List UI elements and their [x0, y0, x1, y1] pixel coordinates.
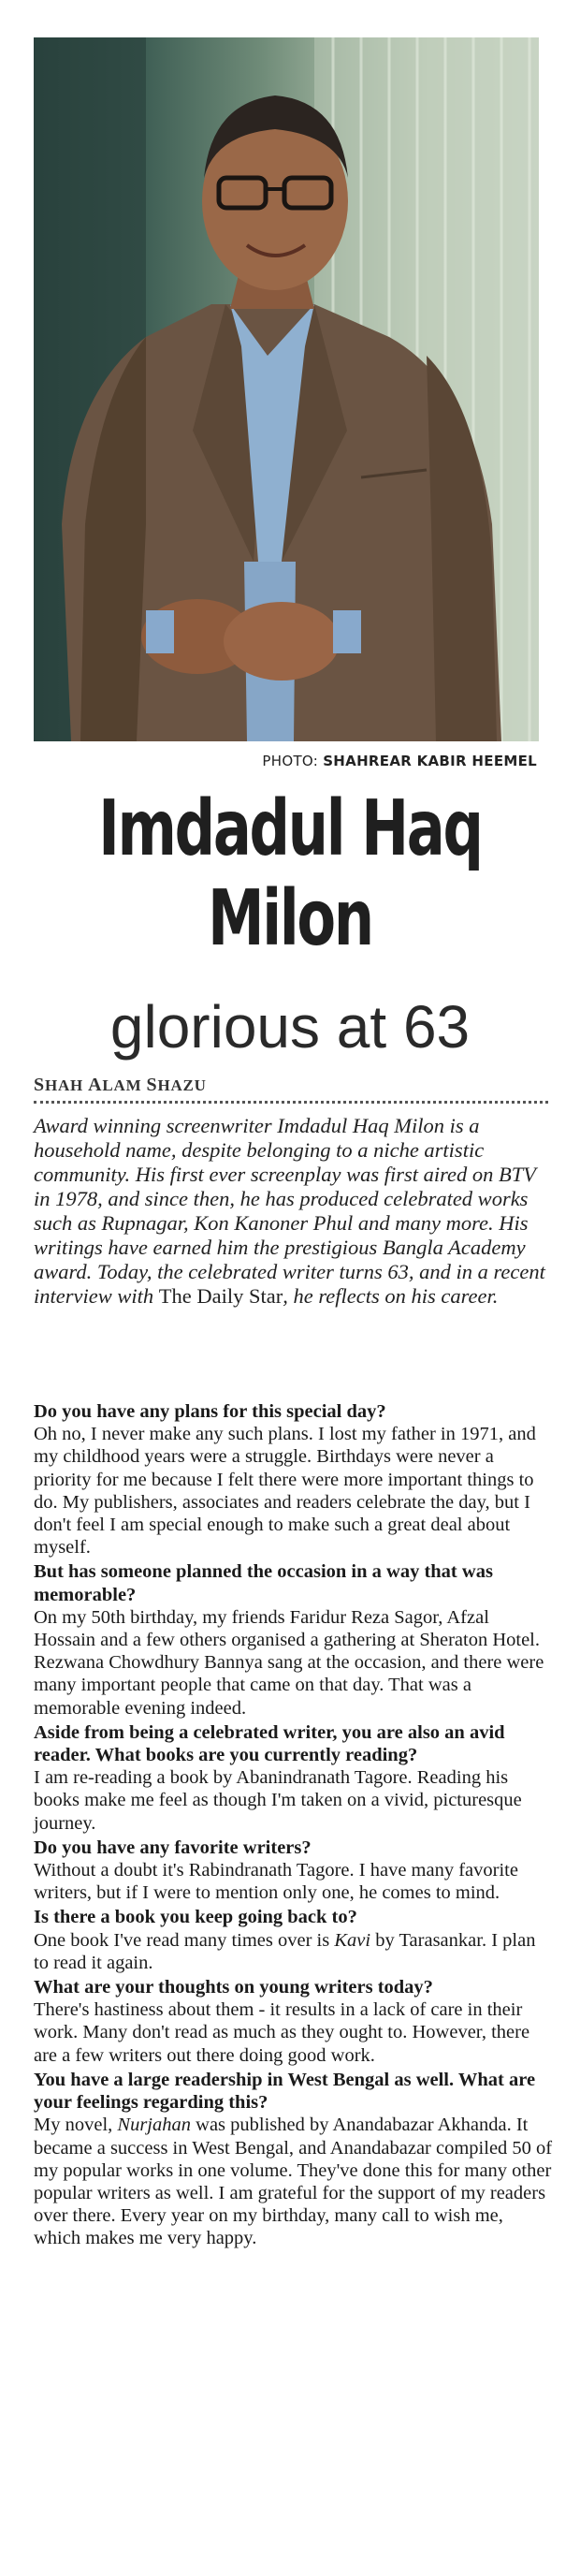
question: You have a large readership in West Bengal as well. What are your feelings regarding this?	[34, 2069, 536, 2114]
question: Do you have any favorite writers?	[34, 1837, 312, 1858]
answer: Oh no, I never make any such plans. I lost my father in 1971, and my childhood years were a struggle. Birthdays were never a priority for me because I felt there were more important things to do. My publishers, associates and readers celebrate the day, but I don't feel I am special enough to make such a great deal about myself.	[34, 1424, 536, 1559]
photo-credit	[262, 753, 537, 769]
answer: Without a doubt it's Rabindranath Tagore. I have many favorite writers, but if I were to mention only one, he comes to mind.	[34, 1860, 518, 1904]
question: What are your thoughts on young writers today?	[34, 1977, 433, 1998]
interview-body	[34, 1400, 553, 2252]
answer: My novel, Nurjahan was published by Anandabazar Akhanda. It became a success in West Bengal, and Anandabazar compiled 50 of my popular works in one volume. They've done this for many other popular writers as well. I am grateful for the support of my readers over there. Every year on my birthday, many call to wish me, which makes me very happy.	[34, 2115, 553, 2249]
book-title: Nurjahan	[117, 2115, 192, 2136]
intro-paragraph: Award winning screenwriter Imdadul Haq Milon is a household name, despite belonging to a niche artistic community. His first ever screenplay was first aired on BTV in 1978, and since then, he has produced celebrated works such as Rupnagar, Kon Kanoner Phul and many more. His writings have earned him the prestigious Bangla Academy award. Today, the celebrated writer turns 63, and in a recent interview with The Daily Star, he reflects on his career.	[34, 1114, 545, 1308]
subheadline: glorious at 63	[109, 993, 471, 1061]
answer: On my 50th birthday, my friends Faridur Reza Sagor, Afzal Hossain and a few others organised a gathering at Sheraton Hotel. Rezwana Chowdhury Bannya sang at the occasion, and there were many important people that came on that day. That was a memorable evening indeed.	[34, 1606, 544, 1719]
photo-credit-name: SHAHREAR KABIR HEEMEL	[323, 753, 537, 769]
dotted-divider	[34, 1101, 548, 1104]
answer: I am re-reading a book by Abanindranath Tagore. Reading his books make me feel as though I'm taken on a vivid, picturesque journey.	[34, 1767, 522, 1834]
headline	[76, 784, 505, 964]
writer-photo	[34, 37, 539, 741]
question: Aside from being a celebrated writer, you are also an avid reader. What books are you currently reading?	[34, 1721, 505, 1766]
answer: One book I've read many times over is Kavi by Tarasankar. I plan to read it again.	[34, 1929, 536, 1973]
byline: SHAH ALAM SHAZU	[34, 1075, 207, 1095]
newspaper-name: The Daily Star	[158, 1284, 283, 1308]
headline-line-1: Imdadul Haq	[98, 784, 482, 873]
headline-line-2: Milon	[208, 874, 372, 963]
photo-credit-label: PHOTO:	[262, 753, 319, 769]
question: Do you have any plans for this special day?	[34, 1401, 386, 1422]
question: Is there a book you keep going back to?	[34, 1907, 357, 1928]
question: But has someone planned the occasion in a way that was memorable?	[34, 1561, 493, 1605]
answer: There's hastiness about them - it results in a lack of care in their work. Many don't read as much as they ought to. However, there are a few writers out there doing good work.	[34, 1999, 530, 2066]
book-title: Kavi	[334, 1929, 371, 1951]
